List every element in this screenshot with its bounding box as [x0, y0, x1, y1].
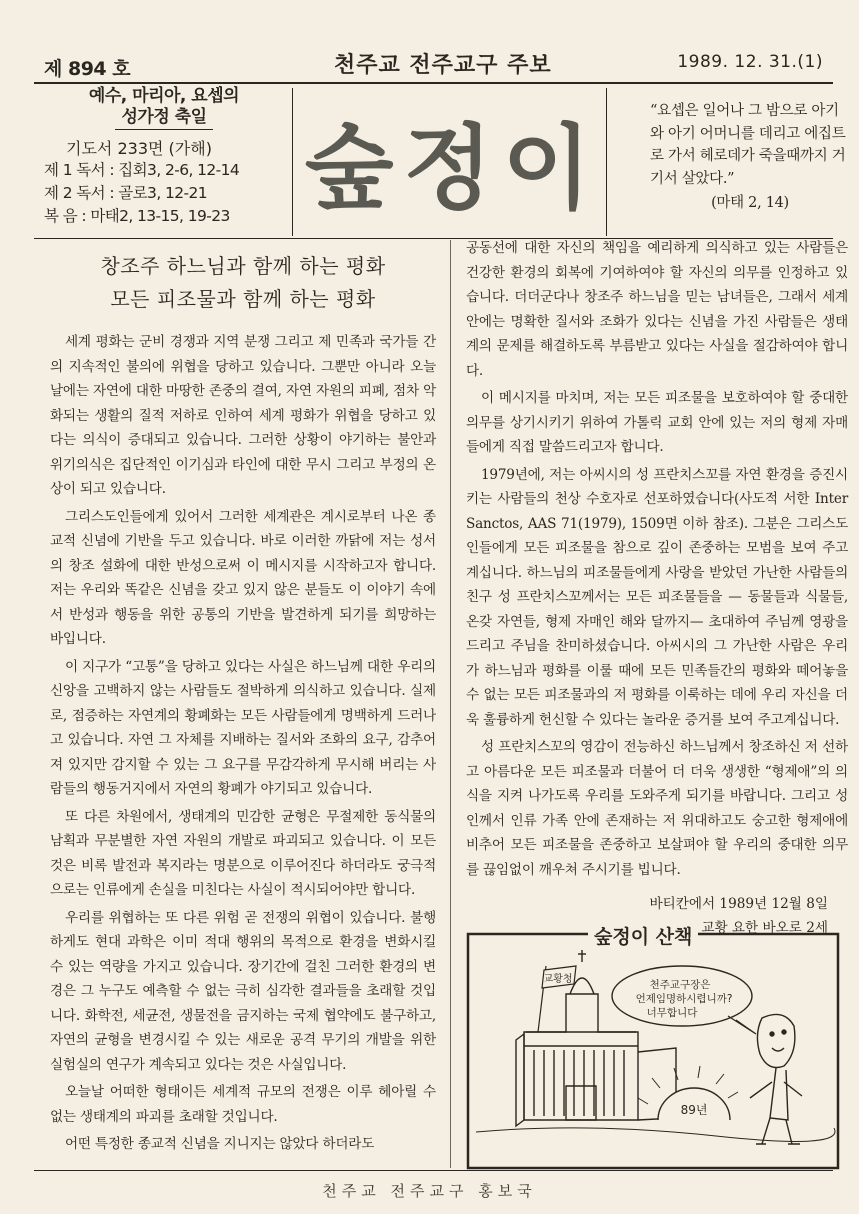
- header-rule: [34, 82, 833, 84]
- quote-source: (마태 2, 14): [711, 195, 789, 211]
- article-right-column: [466, 236, 848, 940]
- header: [34, 40, 829, 82]
- divider-left: [292, 88, 293, 236]
- feast-line2: 성가정 축일: [115, 107, 212, 130]
- feast-line1: 예수, 마리아, 요셉의: [88, 86, 240, 106]
- speech-bubble: [612, 966, 756, 1034]
- cartoon-title: 숲정이 산책: [588, 922, 698, 949]
- paragraph: 우리를 위협하는 또 다른 위험 곧 전쟁의 위협이 있습니다. 불행하게도 현대 과학은 이미 적대 행위의 목적으로 환경을 변화시킬 수 있는 역량을 가지고 있습니다. 장기간에 걸친 그러한 환경의 변경은 그 누구도 예측할 수 없는 극히 심각한 결과들을 초래할 것입니다. 화학전, 세균전, 생물전을 금지하는 국제 협약에도 불구하고, 자연의 균형을 변경시킬 수 있는 새로운 공격 무기의 개발을 위한 실험실의 연구가 계속되고 있다는 것은 사실입니다.: [50, 909, 436, 1073]
- gospel-reading: 복 음 : 마태2, 13-15, 19-23: [44, 207, 230, 225]
- paper-name: 천주교 전주교구 주보: [334, 53, 552, 78]
- paragraph: 성 프란치스꼬의 영감이 전능하신 하느님께서 창조하신 저 선하고 아름다운 모든 피조물과 더불어 더 더욱 생생한 “형제애”의 의식을 지켜 나가도록 우리를 도와주게 되기를 바랍니다. 그리고 성인께서 인류 가족 안에 존재하는 저 위대하고도 숭고한 형제애에 비추어 모든 피조물을 존중하고 보살펴야 할 우리의 중대한 의무를 끊임없이 깨우쳐 주시기를 빕니다.: [466, 739, 848, 878]
- paragraph: 세계 평화는 군비 경쟁과 지역 분쟁 그리고 제 민족과 국가들 간의 지속적인 불의에 위협을 당하고 있습니다. 그뿐만 아니라 오늘날에는 자연에 대한 마땅한 존중의 결여, 자연 자원의 피폐, 점차 악화되는 생활의 질적 저하로 인하여 세계 평화가 위협을 당하고 있다는 의식이 증대되고 있습니다. 그러한 상황이 야기하는 불안과 위기의식은 집단적인 이기심과 타인에 대한 무시 그리고 부정의 온상이 되고 있습니다.: [50, 334, 436, 497]
- second-reading: 제 2 독서 : 골로3, 12-21: [44, 184, 208, 202]
- cartoon-panel: [466, 922, 842, 1170]
- footer-publisher: 천주교 전주교구 홍보국: [322, 1182, 537, 1200]
- feast-title: [40, 86, 288, 130]
- flag-icon: [538, 966, 576, 1032]
- liturgy-box: [40, 86, 288, 228]
- title-line1: 창조주 하느님과 함께 하는 평화: [100, 254, 386, 278]
- first-reading: 제 1 독서 : 집회3, 2-6, 12-14: [44, 161, 240, 179]
- paragraph: 그리스도인들에게 있어서 그러한 세계관은 계시로부터 나온 종교적 신념에 기반을 두고 있습니다. 바로 이러한 까닭에 저는 성서의 창조 설화에 대한 반성으로써 이 메시지를 시작하고자 합니다. 저는 우리와 똑같은 신념을 갖고 있지 않은 분들도 이 이야기 속에서 반성과 행동을 위한 공통의 기반을 발견하게 되기를 희망하는 바입니다.: [50, 508, 436, 647]
- sun-icon: [638, 1066, 738, 1120]
- issue-number: 제 894 호: [44, 58, 131, 80]
- column-divider: [450, 240, 451, 1168]
- paragraph: 이 지구가 “고통”을 당하고 있다는 사실은 하느님께 대한 우리의 신앙을 고백하지 않는 사람들도 절박하게 의식하고 있습니다. 실제로, 점증하는 자연계의 황폐화는 모든 사람들에게 명백하게 드러나고 있습니다. 자연 그 자체를 지배하는 질서와 조화의 요구, 감추어져 있지만 감지할 수 있는 그 요구를 무감각하게 무시해 버리는 사람들의 행동거지에서 자연의 황폐가 야기되고 있습니다.: [50, 658, 436, 797]
- paragraph: 1979년에, 저는 아씨시의 성 프란치스꼬를 자연 환경을 증진시키는 사람들의 천상 수호자로 선포하였습니다(사도적 서한 Inter Sanctos, AAS 71(1979), 1509면 이하 참조). 그분은 그리스도인들에게 모든 피조물을 참으로 깊이 존중하는 모범을 보여 주고 계십니다. 하느님의 피조물들에게 사랑을 받았던 가난한 사람들의 친구 성 프란치스꼬께서는 모든 피조물들을 — 동물들과 식물들, 온갖 자연들, 형제 자매인 해와 달까지— 초대하여 주님께 영광을 드리고 주님을 찬미하셨습니다. 아씨시의 그 가난한 사람은 우리가 하느님과 평화를 이룰 때에 모든 민족들간의 평화와 떼어놓을 수 없는 모든 피조물과의 저 평화를 이룩하는 데에 우리 자신을 더욱 훌륭하게 헌신할 수 있다는 놀라운 증거를 보여 주고계십니다.: [466, 466, 848, 728]
- speech-line1: 천주교구장은: [649, 979, 711, 991]
- footer-rule: [34, 1170, 833, 1171]
- paragraph: 어떤 특정한 종교적 신념을 지니지는 않았다 하더라도: [64, 1136, 375, 1152]
- divider-right: [606, 88, 607, 236]
- sun-label: 89년: [680, 1103, 708, 1117]
- signoff-author: 교황 요한 바오로 2세: [701, 920, 828, 936]
- scripture-quote: [650, 100, 850, 215]
- masthead-logo: [300, 94, 606, 230]
- article-title: [50, 250, 436, 316]
- article-left-column: [50, 248, 436, 1160]
- issue-date: 1989. 12. 31.(1): [677, 52, 823, 72]
- prayer-book: 기도서 233면 (가해): [66, 139, 212, 158]
- speech-line2: 언제임명하시렵니까?: [635, 993, 733, 1005]
- paragraph: 또 다른 차원에서, 생태계의 민감한 균형은 무절제한 동식물의 남획과 무분별한 자연 자원의 개발로 파괴되고 있습니다. 이 모든 것은 비록 발전과 복지라는 명분으로 이루어진다 하더라도 궁극적으로는 인류에게 손실을 미친다는 사실이 적시되어야만 합니다.: [50, 808, 436, 898]
- cartoon-character-icon: [750, 1014, 802, 1144]
- cartoon-drawing: [466, 922, 842, 1170]
- signoff-place-date: 바티칸에서 1989년 12월 8일: [649, 896, 828, 912]
- title-line2: 모든 피조물과 함께 하는 평화: [110, 287, 376, 311]
- paragraph: 공동선에 대한 자신의 책임을 예리하게 의식하고 있는 사람들은 건강한 환경의 회복에 기여하여야 할 자신의 의무를 인정하고 있습니다. 더더군다나 창조주 하느님을 믿는 남녀들은, 그래서 세계 안에는 명확한 질서와 조화가 있다는 신념을 가진 사람들은 생태계의 문제를 해결하도록 부름받고 있다는 사실을 절감하여야 합니다.: [466, 240, 848, 379]
- flag-text: 교황청: [543, 974, 573, 985]
- paragraph: 이 메시지를 마치며, 저는 모든 피조물을 보호하여야 할 중대한 의무를 상기시키기 위하여 가톨릭 교회 안에 있는 저의 형제 자매들에게 직접 말씀드리고자 합니다.: [466, 390, 848, 455]
- quote-text: “요셉은 일어나 그 밤으로 아기와 아기 어머니를 데리고 에집트로 가서 헤로데가 죽을때까지 거기서 살았다.”: [650, 103, 846, 187]
- paragraph: 오늘날 어떠한 형태이든 세계적 규모의 전쟁은 이루 헤아릴 수 없는 생태계의 파괴를 초래할 것입니다.: [50, 1084, 436, 1125]
- masthead-band: [34, 86, 846, 238]
- speech-line3: 너무합니다: [646, 1007, 698, 1019]
- logo-text: 숲정이: [304, 115, 602, 222]
